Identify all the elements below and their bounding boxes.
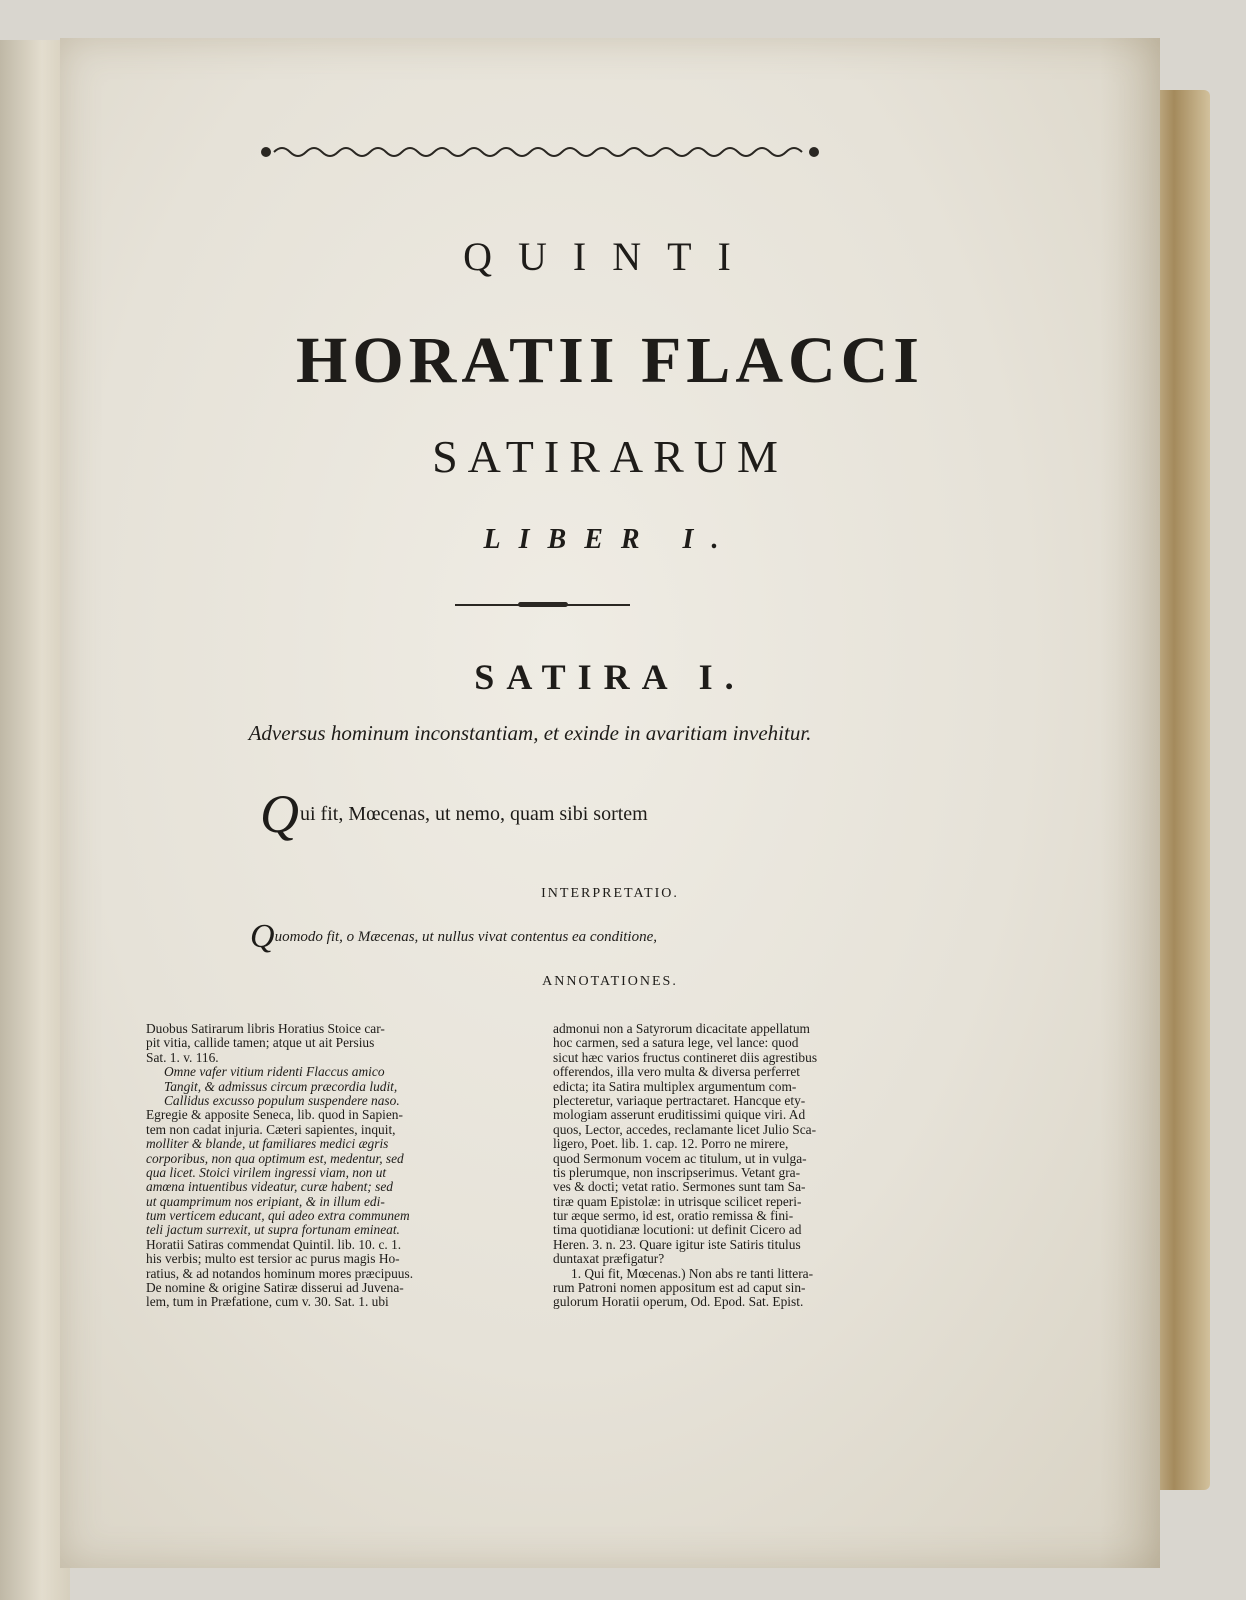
annotation-line: tur æque sermo, id est, oratio remissa & fini-	[553, 1209, 794, 1224]
satira-argument: Adversus hominum inconstantiam, et exinde in avaritiam invehitur.	[248, 721, 812, 745]
annotation-line: amœna intuentibus videatur, curæ habent; sed	[146, 1180, 393, 1195]
annotation-line: his verbis; multo est tersior ac purus magis Ho-	[146, 1252, 400, 1267]
annotation-line: Tangit, & admissus circum præcordia ludit,	[164, 1079, 398, 1094]
annotation-line: Duobus Satirarum libris Horatius Stoice car-	[146, 1022, 385, 1036]
annotation-line: quod Sermonum vocem ac titulum, ut in vulga-	[553, 1151, 807, 1166]
verse-drop-initial: Q	[260, 784, 299, 844]
interpretatio-heading: INTERPRETATIO.	[541, 886, 679, 901]
title-line-satirarum: SATIRARUM	[432, 431, 788, 482]
annotation-line: quos, Lector, accedes, reclamante licet Julio Sca-	[553, 1122, 817, 1137]
annotation-line: lem, tum in Præfatione, cum v. 30. Sat. 1. ubi	[146, 1295, 389, 1310]
verse-text: ui fit, Mœcenas, ut nemo, quam sibi sortem	[300, 803, 648, 825]
annotation-line: Sat. 1. v. 116.	[146, 1050, 219, 1065]
annotation-line: duntaxat præfigatur?	[553, 1252, 665, 1267]
divider-rule-center	[518, 602, 568, 607]
annotation-line: tima quotidianæ locutioni: ut definit Cicero ad	[553, 1223, 802, 1238]
annotationes-heading: ANNOTATIONES.	[542, 974, 678, 989]
title-line-quinti: QUINTI	[463, 234, 757, 279]
annotation-line: rum Patroni nomen appositum est ad caput sin-	[553, 1281, 806, 1296]
annotation-line: ligero, Poet. lib. 1. cap. 12. Porro ne mirere,	[553, 1137, 789, 1152]
annotation-line: 1. Qui fit, Mœcenas.) Non abs re tanti littera-	[571, 1266, 814, 1281]
annotations-right-column	[553, 1022, 945, 1310]
page-edge-shadow	[1100, 38, 1160, 1568]
annotation-line: mologiam asserunt eruditissimi quique viri. Ad	[553, 1108, 806, 1123]
annotation-line: molliter & blande, ut familiares medici ægris	[146, 1137, 389, 1152]
book-page	[60, 38, 1160, 1568]
annotation-line: Callidus excusso populum suspendere naso.	[164, 1093, 400, 1108]
title-line-liber: LIBER I.	[483, 524, 737, 555]
annotation-line: offerendos, illa vero multa & diversa perferret	[553, 1065, 801, 1080]
satira-heading: SATIRA I.	[474, 657, 746, 697]
annotation-line: qua licet. Stoici virilem ingressi viam, non ut	[146, 1165, 387, 1180]
annotation-line: admonui non a Satyrorum dicacitate appellatum	[553, 1022, 810, 1036]
annotation-line: pit vitia, callide tamen; atque ut ait Persius	[146, 1036, 375, 1051]
annotation-line: Egregie & apposite Seneca, lib. quod in Sapien-	[146, 1108, 403, 1123]
annotations-left-column	[146, 1022, 538, 1310]
title-line-horatii-flacci: HORATII FLACCI	[295, 324, 924, 397]
annotation-line: Horatii Satiras commendat Quintil. lib. 10. c. 1.	[146, 1237, 402, 1252]
ornament-band	[260, 141, 820, 163]
annotation-line: ves & docti; vetat ratio. Sermones sunt tam Sa-	[553, 1180, 806, 1195]
interpretatio-text-line	[250, 918, 657, 956]
annotation-line: plecteretur, variaque pertractaret. Hancque ety-	[553, 1093, 806, 1108]
annotation-line: sicut hæc varios fructus contineret diis agrestibus	[553, 1050, 818, 1065]
annotation-line: tem non cadat injuria. Cæteri sapientes, inquit,	[146, 1122, 396, 1137]
annotation-line: edicta; ita Satira multiplex argumentum com-	[553, 1079, 797, 1094]
annotation-line: tum verticem educant, qui adeo extra communem	[146, 1209, 410, 1224]
annotation-line: ut quamprimum nos eripiant, & in illum edi-	[146, 1194, 385, 1209]
interpretatio-text: uomodo fit, o Mæcenas, ut nullus vivat contentus ea conditione,	[274, 929, 658, 945]
annotation-line: tiræ quam Epistolæ: in utrisque scilicet reperi-	[553, 1194, 802, 1209]
annotation-line: tis plerumque, non inscripserimus. Vetant gra-	[553, 1165, 801, 1180]
annotation-line: gulorum Horatii operum, Od. Epod. Sat. Epist.	[553, 1295, 804, 1310]
annotation-line: Omne vafer vitium ridenti Flaccus amico	[164, 1065, 385, 1080]
annotation-line: teli jactum surrexit, ut supra fortunam emineat.	[146, 1223, 400, 1238]
interpretatio-drop-initial: Q	[250, 918, 275, 955]
annotation-line: Heren. 3. n. 23. Quare igitur iste Satiris titulus	[553, 1237, 801, 1252]
annotation-line: De nomine & origine Satiræ disserui ad Juvena-	[146, 1281, 404, 1296]
annotation-line: hoc carmen, sed a satura lege, vel lance: quod	[553, 1036, 799, 1051]
annotation-line: ratius, & ad notandos hominum mores præcipuus.	[146, 1266, 414, 1281]
annotation-line: corporibus, non qua optimum est, medentur, sed	[146, 1151, 404, 1166]
first-verse	[260, 783, 648, 845]
